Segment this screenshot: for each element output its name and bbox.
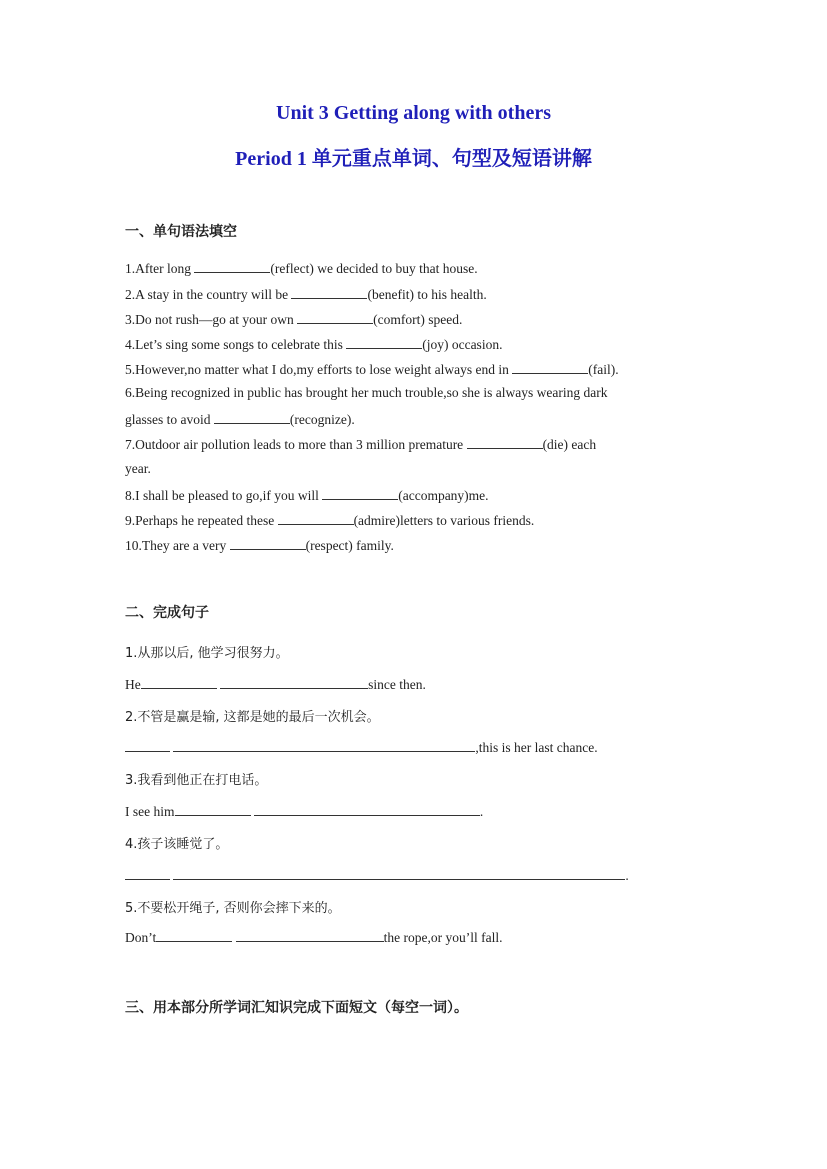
translate-3-prompt: 3.我看到他正在打电话。 xyxy=(125,773,268,788)
question-9: 9.Perhaps he repeated these (admire)letters to various friends. xyxy=(125,513,535,528)
question-10: 10.They are a very (respect) family. xyxy=(125,538,394,553)
answer-blank[interactable] xyxy=(175,802,251,816)
section3-heading: 三、用本部分所学词汇知识完成下面短文（每空一词）。 xyxy=(125,1000,468,1016)
question-7: 7.Outdoor air pollution leads to more than 3 million premature (die) each xyxy=(125,437,597,452)
question-2: 2.A stay in the country will be (benefit) to his health. xyxy=(125,287,487,302)
translate-1-answer: He since then. xyxy=(125,677,426,692)
translate-5-answer: Don’t the rope,or you’ll fall. xyxy=(125,930,503,945)
answer-blank[interactable] xyxy=(346,335,422,349)
question-3: 3.Do not rush—go at your own (comfort) speed. xyxy=(125,312,463,327)
translate-1-prompt: 1.从那以后, 他学习很努力。 xyxy=(125,646,289,661)
question-6-cont: glasses to avoid (recognize). xyxy=(125,412,355,427)
answer-blank[interactable] xyxy=(467,435,543,449)
question-8: 8.I shall be pleased to go,if you will (accompany)me. xyxy=(125,488,489,503)
section2-heading: 二、完成句子 xyxy=(125,605,209,621)
answer-blank[interactable] xyxy=(214,410,290,424)
answer-blank[interactable] xyxy=(125,866,170,880)
unit-title: Unit 3 Getting along with others xyxy=(276,102,551,124)
answer-blank[interactable] xyxy=(278,511,354,525)
question-5: 5.However,no matter what I do,my efforts to lose weight always end in (fail). xyxy=(125,362,619,377)
question-4: 4.Let’s sing some songs to celebrate this (joy) occasion. xyxy=(125,337,503,352)
translate-3-answer: I see him . xyxy=(125,804,484,819)
translate-4-answer: . xyxy=(125,866,629,884)
answer-blank[interactable] xyxy=(236,928,384,942)
answer-blank[interactable] xyxy=(230,536,306,550)
translate-2-answer: ,this is her last chance. xyxy=(125,738,598,756)
translate-2-prompt: 2.不管是赢是输, 这都是她的最后一次机会。 xyxy=(125,710,380,725)
section1-heading: 一、单句语法填空 xyxy=(125,224,237,240)
translate-4-prompt: 4.孩子该睡觉了。 xyxy=(125,837,229,852)
question-6: 6.Being recognized in public has brought her much trouble,so she is always wearing dark xyxy=(125,385,608,400)
question-1: 1.After long (reflect) we decided to buy that house. xyxy=(125,261,478,276)
answer-blank[interactable] xyxy=(194,259,270,273)
answer-blank[interactable] xyxy=(156,928,232,942)
answer-blank[interactable] xyxy=(291,285,367,299)
translate-5-prompt: 5.不要松开绳子, 否则你会摔下来的。 xyxy=(125,901,341,916)
answer-blank[interactable] xyxy=(512,360,588,374)
period-title: Period 1 单元重点单词、句型及短语讲解 xyxy=(235,148,592,170)
answer-blank[interactable] xyxy=(254,802,480,816)
answer-blank[interactable] xyxy=(141,675,217,689)
answer-blank[interactable] xyxy=(220,675,368,689)
answer-blank[interactable] xyxy=(173,738,475,752)
answer-blank[interactable] xyxy=(125,738,170,752)
answer-blank[interactable] xyxy=(173,866,625,880)
question-7-cont: year. xyxy=(125,461,151,476)
answer-blank[interactable] xyxy=(297,310,373,324)
answer-blank[interactable] xyxy=(322,486,398,500)
